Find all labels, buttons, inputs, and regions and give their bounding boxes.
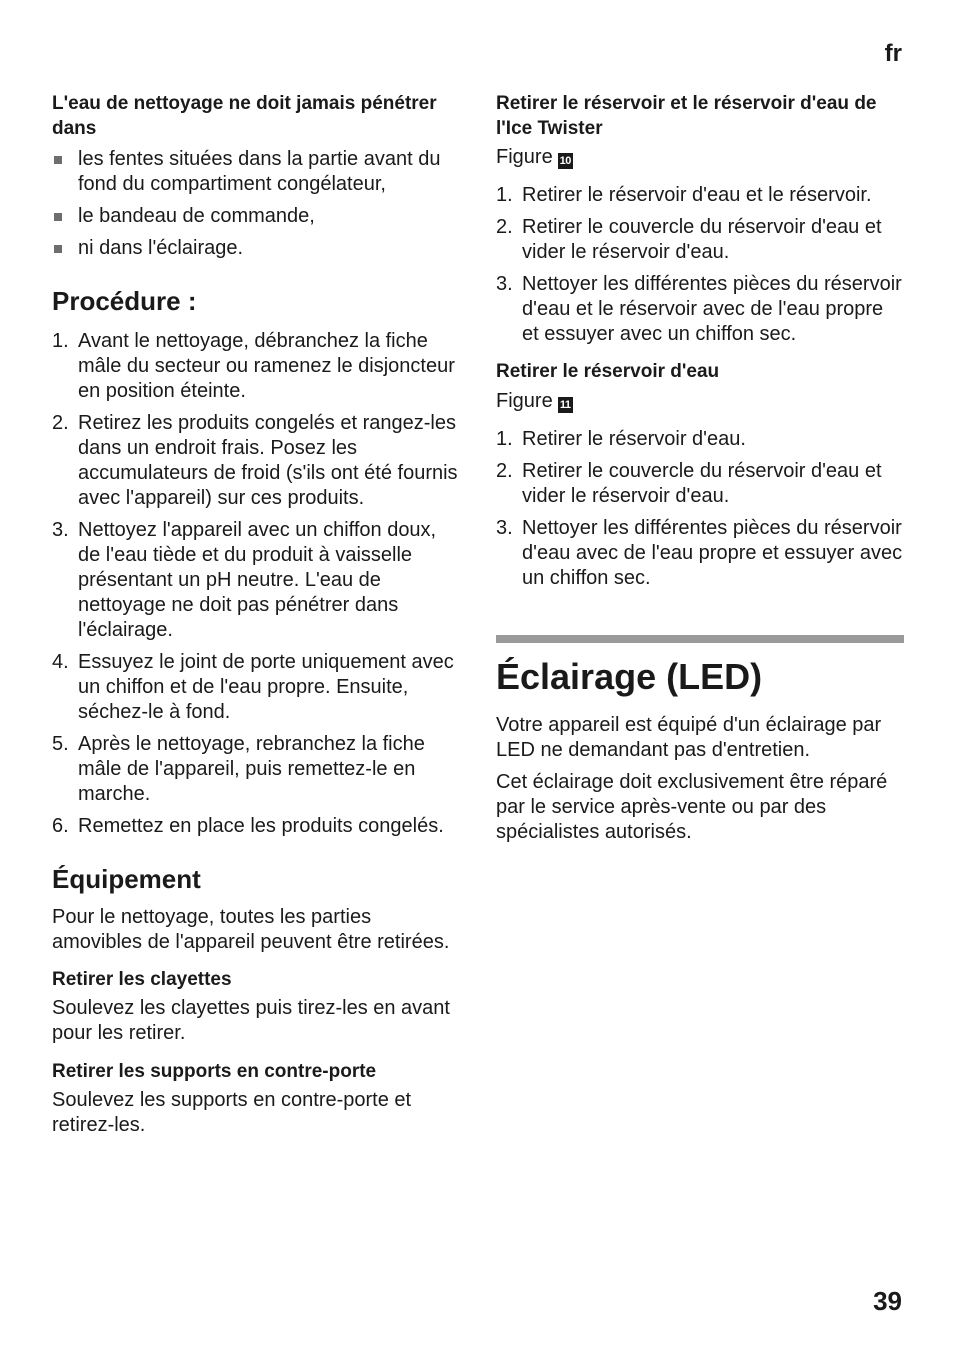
list-item	[52, 329, 462, 404]
section-divider	[496, 635, 904, 643]
list-item	[52, 236, 462, 261]
figure-reference	[496, 389, 904, 414]
step-number: 4.	[52, 651, 69, 673]
reservoir-heading: Retirer le réservoir et le réservoir d'eau de l'Ice Twister	[496, 93, 877, 139]
figure-number-badge: 10	[559, 155, 571, 167]
list-item	[496, 459, 904, 509]
supports-heading: Retirer les supports en contre-porte	[52, 1061, 377, 1082]
step-text: Retirer le couvercle du réservoir d'eau et vider le réservoir d'eau.	[522, 216, 882, 263]
list-item	[52, 204, 462, 229]
step-number: 2.	[496, 216, 513, 238]
list-item	[496, 427, 904, 452]
equipement-text: Pour le nettoyage, toutes les parties amovibles de l'appareil peuvent être retirées.	[52, 906, 450, 953]
bullet-square-icon	[54, 213, 62, 221]
eclairage-paragraph-2: Cet éclairage doit exclusivement être réparé par le service après-vente ou par des spécialistes autorisés.	[496, 771, 888, 843]
language-tag: fr	[884, 40, 902, 67]
supports-text: Soulevez les supports en contre-porte et retirez-les.	[52, 1089, 412, 1136]
step-number: 1.	[52, 330, 69, 352]
reservoir-steps	[496, 183, 904, 347]
step-text: Retirer le réservoir d'eau.	[522, 428, 746, 450]
list-item	[496, 272, 904, 347]
step-number: 2.	[496, 460, 513, 482]
figure-reference	[496, 145, 904, 170]
list-item-text: ni dans l'éclairage.	[78, 237, 244, 259]
eclairage-paragraph-1: Votre appareil est équipé d'un éclairage par LED ne demandant pas d'entretien.	[496, 714, 882, 761]
reservoir-eau-steps	[496, 427, 904, 591]
step-number: 6.	[52, 815, 69, 837]
figure-label: Figure	[496, 390, 553, 412]
list-item	[496, 215, 904, 265]
step-text: Retirer le réservoir d'eau et le réservoir.	[522, 184, 872, 206]
list-item-text: les fentes situées dans la partie avant du fond du compartiment congélateur,	[78, 148, 441, 195]
step-text: Nettoyer les différentes pièces du réservoir d'eau avec de l'eau propre et essuyer avec un chiffon sec.	[522, 517, 903, 589]
figure-label: Figure	[496, 146, 553, 168]
list-item-text: le bandeau de commande,	[78, 205, 315, 227]
clayettes-text: Soulevez les clayettes puis tirez-les en avant pour les retirer.	[52, 997, 450, 1044]
step-text: Nettoyer les différentes pièces du réservoir d'eau et le réservoir avec de l'eau propre et essuyer avec un chiffon sec.	[522, 273, 902, 345]
reservoir-eau-heading: Retirer le réservoir d'eau	[496, 361, 720, 382]
list-item	[52, 518, 462, 643]
page-number: 39	[873, 1286, 902, 1316]
step-text: Nettoyez l'appareil avec un chiffon doux, de l'eau tiède et du produit à vaisselle présentant un pH neutre. L'eau de nettoyage ne doit pas pénétrer dans l'éclairage.	[78, 519, 437, 641]
step-number: 1.	[496, 428, 513, 450]
list-item	[496, 516, 904, 591]
list-item	[52, 814, 462, 839]
intro-heading: L'eau de nettoyage ne doit jamais pénétrer dans	[52, 93, 437, 139]
bullet-square-icon	[54, 245, 62, 253]
step-number: 2.	[52, 412, 69, 434]
intro-bullet-list	[52, 147, 462, 261]
procedure-steps	[52, 329, 462, 839]
list-item	[496, 183, 904, 208]
step-text: Essuyez le joint de porte uniquement avec un chiffon et de l'eau propre. Ensuite, séchez-le à fond.	[78, 651, 454, 723]
step-number: 3.	[52, 519, 69, 541]
list-item	[52, 411, 462, 511]
list-item	[52, 650, 462, 725]
step-text: Retirer le couvercle du réservoir d'eau et vider le réservoir d'eau.	[522, 460, 882, 507]
step-number: 1.	[496, 184, 513, 206]
list-item	[52, 732, 462, 807]
left-column	[52, 91, 462, 1138]
step-text: Retirez les produits congelés et rangez-les dans un endroit frais. Posez les accumulateurs de froid (s'ils ont été fournis avec l'appareil) sur ces produits.	[78, 412, 458, 509]
equipement-heading: Équipement	[52, 864, 201, 894]
step-number: 5.	[52, 733, 69, 755]
step-number: 3.	[496, 273, 513, 295]
list-item	[52, 147, 462, 197]
eclairage-heading: Éclairage (LED)	[496, 656, 763, 697]
step-number: 3.	[496, 517, 513, 539]
clayettes-heading: Retirer les clayettes	[52, 969, 232, 990]
step-text: Remettez en place les produits congelés.	[78, 815, 444, 837]
step-text: Avant le nettoyage, débranchez la fiche mâle du secteur ou ramenez le disjoncteur en position éteinte.	[78, 330, 455, 402]
procedure-heading: Procédure :	[52, 286, 197, 316]
right-column	[496, 91, 904, 845]
bullet-square-icon	[54, 156, 62, 164]
step-text: Après le nettoyage, rebranchez la fiche mâle de l'appareil, puis remettez-le en marche.	[78, 733, 425, 805]
figure-number-badge: 11	[558, 397, 573, 413]
